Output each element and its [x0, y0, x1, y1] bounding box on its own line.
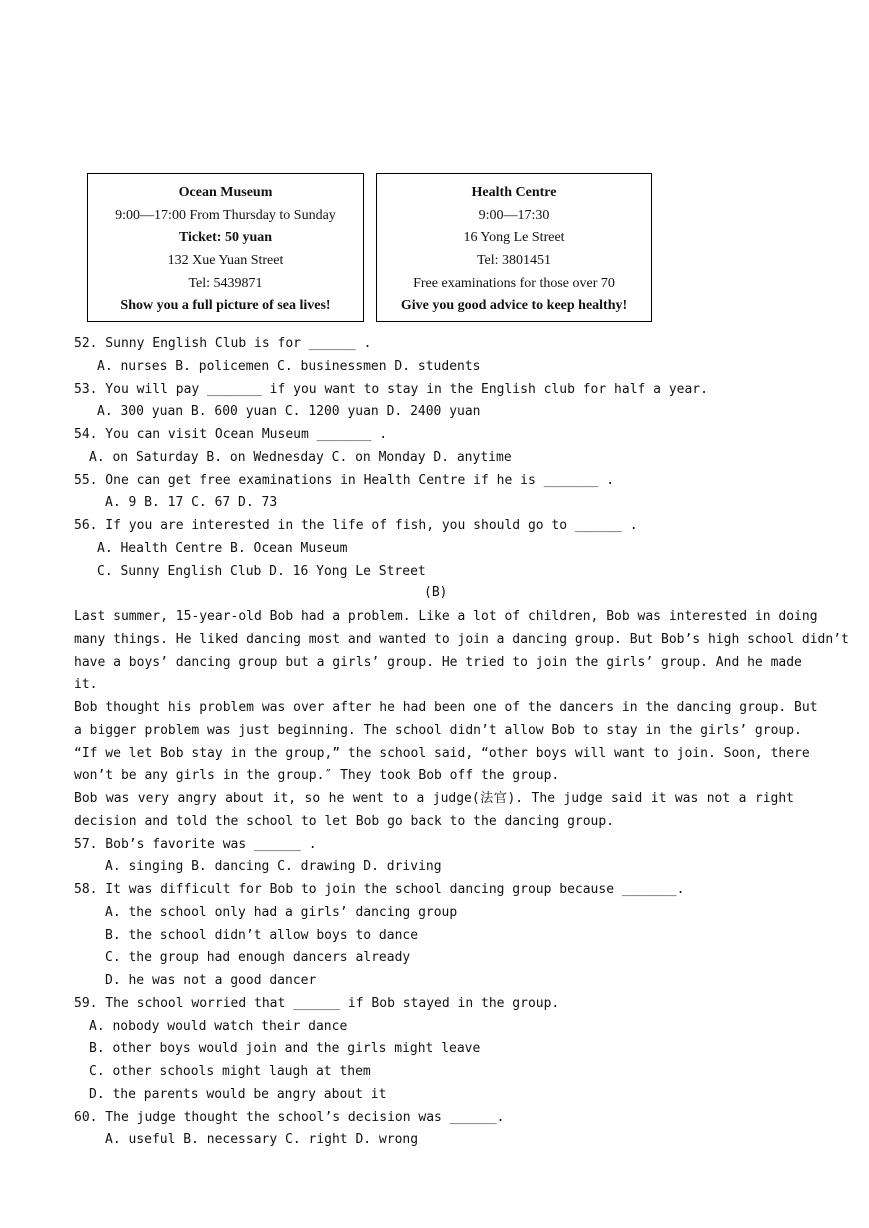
question-57-options: A. singing B. dancing C. drawing D. driving: [105, 859, 442, 874]
ad-tel: Tel: 3801451: [476, 253, 552, 269]
question-58-option-b: B. the school didn’t allow boys to dance: [105, 928, 419, 943]
question-58-option-a: A. the school only had a girls’ dancing group: [105, 905, 458, 920]
ad-hours: 9:00—17:30: [478, 207, 550, 223]
ad-ticket: Ticket: 50 yuan: [178, 230, 273, 246]
ad-address: 16 Yong Le Street: [463, 230, 565, 246]
question-57: 57. Bob’s favorite was ______ .: [74, 837, 317, 852]
ad-ocean-museum: [87, 173, 364, 322]
question-60-options: A. useful B. necessary C. right D. wrong: [105, 1132, 419, 1147]
question-56-options-row2: C. Sunny English Club D. 16 Yong Le Street: [97, 564, 426, 579]
ad-title: Health Centre: [471, 185, 557, 200]
passage-line: Bob thought his problem was over after he had been one of the dancers in the dancing group. But: [74, 700, 818, 715]
question-52-options: A. nurses B. policemen C. businessmen D. students: [97, 359, 481, 374]
passage-line: many things. He liked dancing most and wanted to join a dancing group. But Bob’s high school didn’t: [74, 632, 849, 647]
passage-line: have a boys’ dancing group but a girls’ group. He tried to join the girls’ group. And he made: [74, 655, 802, 670]
passage-line: Bob was very angry about it, so he went to a judge(法官). The judge said it was not a right: [74, 791, 794, 806]
passage-line: it.: [74, 677, 98, 692]
question-59-option-d: D. the parents would be angry about it: [89, 1087, 387, 1102]
question-56: 56. If you are interested in the life of fish, you should go to ______ .: [74, 518, 638, 533]
question-53-options: A. 300 yuan B. 600 yuan C. 1200 yuan D. 2400 yuan: [97, 404, 481, 419]
question-54: 54. You can visit Ocean Museum _______ .: [74, 427, 388, 442]
question-58: 58. It was difficult for Bob to join the school dancing group because _______.: [74, 882, 685, 897]
question-58-option-d: D. he was not a good dancer: [105, 973, 317, 988]
passage-line: “If we let Bob stay in the group,” the school said, “other boys will want to join. Soon, there: [74, 746, 810, 761]
ad-health-centre: [376, 173, 652, 322]
ad-offer: Free examinations for those over 70: [413, 275, 615, 291]
question-55-options: A. 9 B. 17 C. 67 D. 73: [105, 495, 278, 510]
question-53: 53. You will pay _______ if you want to stay in the English club for half a year.: [74, 382, 708, 397]
ad-hours: 9:00—17:00 From Thursday to Sunday: [115, 207, 336, 223]
ad-title: Ocean Museum: [178, 185, 273, 200]
question-54-options: A. on Saturday B. on Wednesday C. on Monday D. anytime: [89, 450, 512, 465]
question-59-option-b: B. other boys would join and the girls might leave: [89, 1041, 481, 1056]
question-52: 52. Sunny English Club is for ______ .: [74, 336, 372, 351]
ad-slogan: Give you good advice to keep healthy!: [400, 298, 628, 314]
ad-tel: Tel: 5439871: [188, 275, 263, 291]
passage-line: Last summer, 15-year-old Bob had a problem. Like a lot of children, Bob was interested in doing: [74, 609, 818, 624]
question-59-option-c: C. other schools might laugh at them: [89, 1064, 371, 1079]
passage-line: decision and told the school to let Bob go back to the dancing group.: [74, 814, 615, 829]
ad-slogan: Show you a full picture of sea lives!: [120, 298, 331, 314]
question-55: 55. One can get free examinations in Health Centre if he is _______ .: [74, 473, 615, 488]
passage-line: a bigger problem was just beginning. The school didn’t allow Bob to stay in the girls’ group.: [74, 723, 802, 738]
question-60: 60. The judge thought the school’s decision was ______.: [74, 1110, 505, 1125]
passage-line: won’t be any girls in the group.″ They took Bob off the group.: [74, 768, 560, 783]
question-56-options-row1: A. Health Centre B. Ocean Museum: [97, 541, 348, 556]
question-59-option-a: A. nobody would watch their dance: [89, 1019, 348, 1034]
ad-address: 132 Xue Yuan Street: [167, 253, 284, 269]
question-58-option-c: C. the group had enough dancers already: [105, 950, 411, 965]
question-59: 59. The school worried that ______ if Bob stayed in the group.: [74, 996, 560, 1011]
section-heading: (B): [424, 585, 448, 600]
